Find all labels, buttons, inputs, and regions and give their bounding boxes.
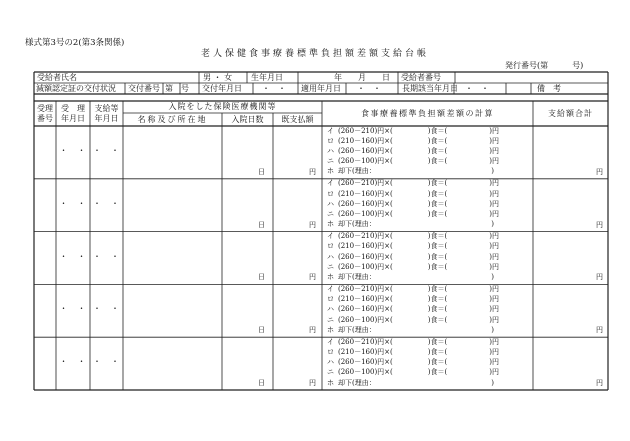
calc-line-label: ハ xyxy=(327,358,334,367)
calc-line-text[interactable]: (260－100)円×( )食＝( )円 xyxy=(338,209,499,218)
calc-header: 食事療養標準負担額差額の計算 xyxy=(361,109,494,118)
recipient-number-field[interactable] xyxy=(458,73,606,83)
payment-date-field[interactable]: ・ ・ xyxy=(93,251,120,261)
calc-line-label: ロ xyxy=(327,347,334,356)
calc-line-label: イ xyxy=(327,337,334,346)
recipient-number-label: 受給者番号 xyxy=(401,73,441,82)
calc-line-text[interactable]: (260－160)円×( )食＝( )円 xyxy=(338,146,499,155)
long-term-date-field[interactable]: ・ ・ xyxy=(465,84,489,93)
inpatient-days-unit: 日 xyxy=(258,273,265,282)
calc-line-label: ニ xyxy=(327,315,334,324)
reduction-cert-label: 減額認定証の交付状況 xyxy=(36,84,116,93)
calc-line-text[interactable]: 却下(理由： ) xyxy=(338,220,494,229)
calc-line-text[interactable]: (260－160)円×( )食＝( )円 xyxy=(338,199,499,208)
receipt-no-field[interactable] xyxy=(34,338,56,389)
form-number: 様式第3号の2(第3条関係) xyxy=(25,38,125,48)
inpatient-days-unit: 日 xyxy=(258,379,265,387)
issue-no-field[interactable]: 第 号 xyxy=(165,84,189,93)
long-term-date-label: 長期該当年月日 xyxy=(402,84,458,93)
calc-line-text[interactable]: (260－210)円×( )食＝( )円 xyxy=(338,126,499,135)
calc-line-text[interactable]: (260－210)円×( )食＝( )円 xyxy=(338,337,499,346)
receipt-no-field[interactable] xyxy=(34,233,56,284)
calc-line-label: イ xyxy=(327,232,334,241)
calc-line-text[interactable]: (210－160)円×( )食＝( )円 xyxy=(338,189,499,198)
hospital-group-header: 入院をした保険医療機関等 xyxy=(168,102,277,111)
total-amount-unit: 円 xyxy=(596,273,603,282)
calc-line-label: ニ xyxy=(327,262,334,271)
payment-date-field[interactable]: ・ ・ xyxy=(93,304,120,314)
calc-line-text[interactable]: (260－100)円×( )食＝( )円 xyxy=(338,315,499,324)
calc-line-label: ハ xyxy=(327,252,334,261)
name-address-field[interactable] xyxy=(123,338,222,389)
calc-line-text[interactable]: (260－160)円×( )食＝( )円 xyxy=(338,358,499,367)
calc-line-text[interactable]: (210－160)円×( )食＝( )円 xyxy=(338,295,499,304)
receipt-date-field[interactable]: ・ ・ xyxy=(59,146,87,155)
receipt-no-field[interactable] xyxy=(34,180,56,231)
calc-line-label: ホ xyxy=(327,272,334,281)
payment-date-field[interactable]: ・ ・ xyxy=(93,146,120,155)
calc-line-text[interactable]: (210－160)円×( )食＝( )円 xyxy=(338,136,499,145)
receipt-no-field[interactable] xyxy=(34,285,56,336)
calc-line-label: ニ xyxy=(327,209,334,218)
calc-line-label: ロ xyxy=(327,189,334,198)
calc-line-text[interactable]: 却下(理由： ) xyxy=(338,272,494,281)
birthdate-field[interactable]: 年 月 日 xyxy=(334,73,390,82)
total-amount-unit: 円 xyxy=(596,167,603,176)
sex-selector[interactable]: 男 ・ 女 xyxy=(203,73,233,82)
document-title: 老人保健食事療養標準負担額差額支給台帳 xyxy=(200,49,429,59)
receipt-date-header: 受 理 年月日 xyxy=(61,104,85,123)
name-address-header: 名称及び所在地 xyxy=(137,115,208,124)
calc-line-text[interactable]: 却下(理由： ) xyxy=(338,378,494,387)
calc-line-label: ロ xyxy=(327,136,334,145)
receipt-date-field[interactable]: ・ ・ xyxy=(59,357,87,367)
calc-line-label: ホ xyxy=(327,378,334,387)
calc-line-text[interactable]: (260－100)円×( )食＝( )円 xyxy=(338,368,499,377)
receipt-date-field[interactable]: ・ ・ xyxy=(59,198,87,208)
inpatient-days-header: 入院日数 xyxy=(231,115,264,124)
calc-line-text[interactable]: (260－100)円×( )食＝( )円 xyxy=(338,157,499,166)
paid-amount-unit: 円 xyxy=(309,273,316,282)
name-address-field[interactable] xyxy=(123,233,222,284)
payment-date-field[interactable]: ・ ・ xyxy=(93,357,120,367)
calc-line-label: イ xyxy=(327,126,334,135)
receipt-date-field[interactable]: ・ ・ xyxy=(59,251,87,261)
calc-line-label: ホ xyxy=(327,220,334,229)
inpatient-days-unit: 日 xyxy=(258,220,265,229)
total-header: 支給額合計 xyxy=(548,109,593,118)
paid-amount-unit: 円 xyxy=(309,167,316,176)
calc-line-text[interactable]: (260－160)円×( )食＝( )円 xyxy=(338,305,499,314)
calc-line-label: イ xyxy=(327,179,334,188)
calc-line-label: ロ xyxy=(327,295,334,304)
payment-date-field[interactable]: ・ ・ xyxy=(93,198,120,208)
inpatient-days-unit: 日 xyxy=(258,326,265,335)
remarks-label: 備 考 xyxy=(537,84,561,93)
receipt-no-header: 受理 番号 xyxy=(37,104,53,123)
total-amount-unit: 円 xyxy=(596,379,603,387)
calc-line-text[interactable]: 却下(理由： ) xyxy=(338,167,494,176)
calc-line-text[interactable]: (260－210)円×( )食＝( )円 xyxy=(338,284,499,293)
calc-line-text[interactable]: (210－160)円×( )食＝( )円 xyxy=(338,242,499,251)
receipt-date-field[interactable]: ・ ・ xyxy=(59,304,87,314)
calc-line-text[interactable]: (260－210)円×( )食＝( )円 xyxy=(338,232,499,241)
issue-date-label: 交付年月日 xyxy=(202,84,242,93)
paid-amount-unit: 円 xyxy=(309,326,316,335)
receipt-no-field[interactable] xyxy=(34,127,56,178)
recipient-name-field[interactable] xyxy=(92,73,197,83)
calc-line-label: ニ xyxy=(327,368,334,377)
issue-no-label: 交付番号 xyxy=(128,84,160,93)
calc-line-label: ホ xyxy=(327,167,334,176)
calc-line-label: イ xyxy=(327,284,334,293)
calc-line-label: ロ xyxy=(327,242,334,251)
name-address-field[interactable] xyxy=(123,285,222,336)
total-amount-unit: 円 xyxy=(596,326,603,335)
calc-line-label: ハ xyxy=(327,146,334,155)
total-amount-unit: 円 xyxy=(596,220,603,229)
calc-line-label: ホ xyxy=(327,325,334,334)
calc-line-text[interactable]: (260－100)円×( )食＝( )円 xyxy=(338,262,499,271)
paid-amount-header: 既支払額 xyxy=(281,115,314,124)
name-address-field[interactable] xyxy=(123,180,222,231)
issue-date-field[interactable]: ・ ・ xyxy=(262,84,286,93)
calc-line-label: ハ xyxy=(327,199,334,208)
calc-line-label: ニ xyxy=(327,157,334,166)
paid-amount-unit: 円 xyxy=(309,379,316,387)
applicable-date-label: 適用年月日 xyxy=(301,84,341,93)
payment-date-header: 支給等 年月日 xyxy=(94,104,119,123)
calc-line-label: ハ xyxy=(327,305,334,314)
calc-line-text[interactable]: (260－210)円×( )食＝( )円 xyxy=(338,179,499,188)
recipient-name-label: 受給者氏名 xyxy=(37,73,77,82)
calc-line-text[interactable]: 却下(理由： ) xyxy=(338,325,494,334)
birthdate-label: 生年月日 xyxy=(251,73,283,82)
inpatient-days-unit: 日 xyxy=(258,167,265,176)
remarks-field[interactable] xyxy=(570,84,606,94)
calc-line-text[interactable]: (210－160)円×( )食＝( )円 xyxy=(338,347,499,356)
applicable-date-field[interactable]: ・ ・ xyxy=(357,84,381,93)
paid-amount-unit: 円 xyxy=(309,220,316,229)
calc-line-text[interactable]: (260－160)円×( )食＝( )円 xyxy=(338,252,499,261)
name-address-field[interactable] xyxy=(123,127,222,178)
issue-number: 発行番号(第 号) xyxy=(505,61,584,70)
